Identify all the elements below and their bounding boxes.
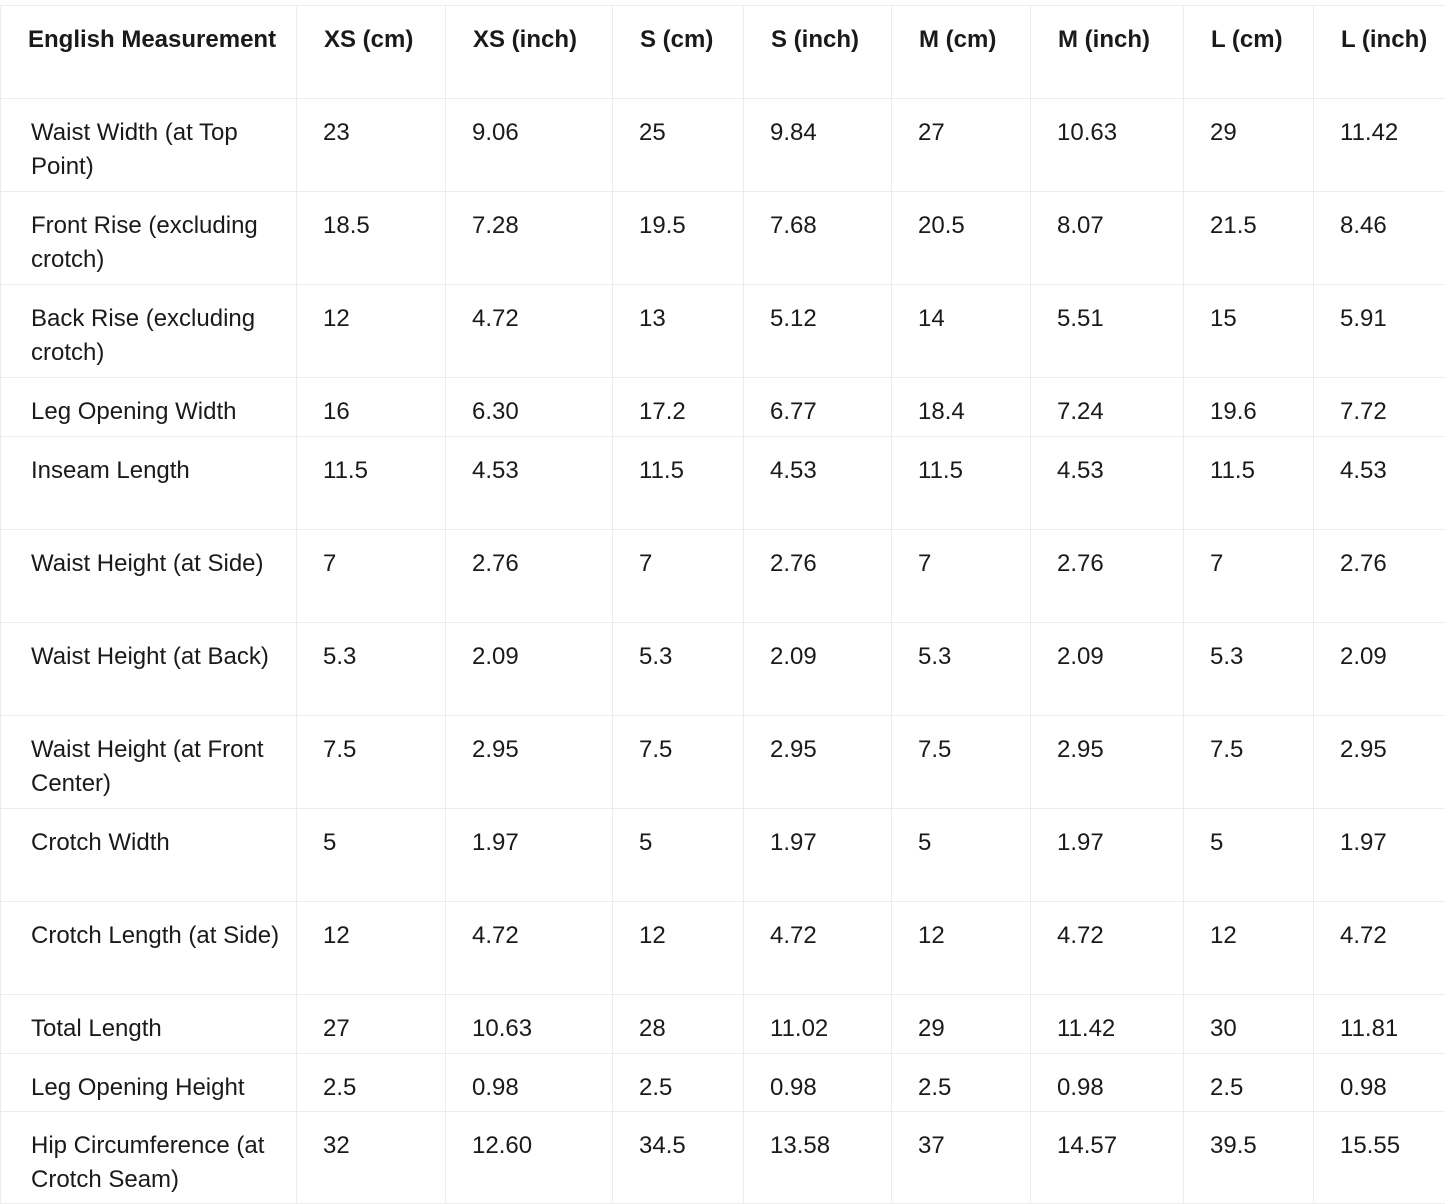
measurement-value: 2.95 [446, 716, 613, 809]
measurement-value: 5.12 [744, 285, 892, 378]
measurement-value: 12 [297, 285, 446, 378]
measurement-label: Waist Height (at Front Center) [1, 716, 297, 809]
measurement-value: 4.53 [1314, 437, 1445, 530]
measurement-value: 27 [297, 995, 446, 1054]
size-chart-table [0, 5, 1445, 1204]
header-cell: L (cm) [1184, 6, 1314, 99]
measurement-value: 2.09 [446, 623, 613, 716]
measurement-value: 5.3 [1184, 623, 1314, 716]
measurement-value: 13.58 [744, 1112, 892, 1204]
measurement-value: 5 [1184, 809, 1314, 902]
measurement-value: 7 [1184, 530, 1314, 623]
measurement-value: 7.5 [613, 716, 744, 809]
measurement-value: 0.98 [1314, 1054, 1445, 1112]
measurement-label: Leg Opening Height [1, 1054, 297, 1112]
table-row [1, 192, 1445, 285]
measurement-value: 25 [613, 99, 744, 192]
header-cell: M (cm) [892, 6, 1031, 99]
measurement-value: 2.76 [744, 530, 892, 623]
measurement-value: 4.72 [744, 902, 892, 995]
measurement-value: 9.84 [744, 99, 892, 192]
measurement-value: 2.5 [297, 1054, 446, 1112]
measurement-value: 23 [297, 99, 446, 192]
measurement-value: 14.57 [1031, 1112, 1184, 1204]
measurement-value: 7 [297, 530, 446, 623]
measurement-value: 7.68 [744, 192, 892, 285]
measurement-value: 2.09 [744, 623, 892, 716]
table-row [1, 623, 1445, 716]
measurement-value: 5.3 [297, 623, 446, 716]
measurement-value: 19.5 [613, 192, 744, 285]
measurement-value: 12 [892, 902, 1031, 995]
measurement-label: Hip Circumference (at Crotch Seam) [1, 1112, 297, 1204]
measurement-value: 1.97 [1031, 809, 1184, 902]
measurement-value: 1.97 [446, 809, 613, 902]
measurement-value: 7.5 [297, 716, 446, 809]
measurement-value: 1.97 [1314, 809, 1445, 902]
measurement-value: 7.5 [1184, 716, 1314, 809]
measurement-label: Inseam Length [1, 437, 297, 530]
measurement-value: 12 [297, 902, 446, 995]
measurement-label: Crotch Length (at Side) [1, 902, 297, 995]
measurement-value: 29 [1184, 99, 1314, 192]
measurement-value: 5.3 [613, 623, 744, 716]
table-row [1, 902, 1445, 995]
measurement-value: 19.6 [1184, 378, 1314, 437]
measurement-value: 5.91 [1314, 285, 1445, 378]
measurement-value: 2.5 [613, 1054, 744, 1112]
measurement-value: 7.72 [1314, 378, 1445, 437]
size-chart-container [0, 5, 1445, 1204]
table-row [1, 1054, 1445, 1112]
measurement-value: 18.4 [892, 378, 1031, 437]
measurement-value: 4.72 [1031, 902, 1184, 995]
measurement-value: 2.95 [1031, 716, 1184, 809]
measurement-value: 11.81 [1314, 995, 1445, 1054]
measurement-value: 5.51 [1031, 285, 1184, 378]
measurement-value: 15 [1184, 285, 1314, 378]
measurement-value: 28 [613, 995, 744, 1054]
measurement-value: 6.30 [446, 378, 613, 437]
header-cell: English Measurement [1, 6, 297, 99]
measurement-value: 0.98 [744, 1054, 892, 1112]
measurement-value: 32 [297, 1112, 446, 1204]
measurement-value: 2.76 [446, 530, 613, 623]
measurement-label: Total Length [1, 995, 297, 1054]
header-cell: L (inch) [1314, 6, 1445, 99]
measurement-value: 0.98 [1031, 1054, 1184, 1112]
measurement-value: 7.5 [892, 716, 1031, 809]
measurement-value: 13 [613, 285, 744, 378]
table-row [1, 285, 1445, 378]
header-cell: M (inch) [1031, 6, 1184, 99]
measurement-value: 7 [613, 530, 744, 623]
measurement-value: 15.55 [1314, 1112, 1445, 1204]
table-row [1, 99, 1445, 192]
measurement-value: 30 [1184, 995, 1314, 1054]
table-row [1, 378, 1445, 437]
measurement-value: 2.09 [1314, 623, 1445, 716]
measurement-value: 39.5 [1184, 1112, 1314, 1204]
measurement-value: 11.5 [1184, 437, 1314, 530]
measurement-value: 4.53 [1031, 437, 1184, 530]
measurement-value: 1.97 [744, 809, 892, 902]
measurement-value: 20.5 [892, 192, 1031, 285]
measurement-value: 7.28 [446, 192, 613, 285]
measurement-value: 4.72 [446, 285, 613, 378]
measurement-value: 8.46 [1314, 192, 1445, 285]
measurement-value: 5 [892, 809, 1031, 902]
table-row [1, 437, 1445, 530]
measurement-value: 11.02 [744, 995, 892, 1054]
measurement-value: 27 [892, 99, 1031, 192]
measurement-value: 17.2 [613, 378, 744, 437]
measurement-label: Waist Height (at Back) [1, 623, 297, 716]
table-header-row [1, 6, 1445, 99]
measurement-value: 2.76 [1031, 530, 1184, 623]
header-cell: S (cm) [613, 6, 744, 99]
measurement-label: Front Rise (excluding crotch) [1, 192, 297, 285]
measurement-value: 2.95 [744, 716, 892, 809]
table-row [1, 716, 1445, 809]
measurement-value: 5.3 [892, 623, 1031, 716]
header-cell: XS (cm) [297, 6, 446, 99]
measurement-value: 11.5 [892, 437, 1031, 530]
measurement-label: Leg Opening Width [1, 378, 297, 437]
measurement-value: 18.5 [297, 192, 446, 285]
measurement-value: 4.72 [1314, 902, 1445, 995]
measurement-value: 21.5 [1184, 192, 1314, 285]
measurement-value: 5 [297, 809, 446, 902]
measurement-label: Back Rise (excluding crotch) [1, 285, 297, 378]
measurement-value: 11.42 [1031, 995, 1184, 1054]
table-row [1, 995, 1445, 1054]
measurement-label: Waist Width (at Top Point) [1, 99, 297, 192]
measurement-value: 34.5 [613, 1112, 744, 1204]
measurement-value: 10.63 [446, 995, 613, 1054]
measurement-label: Waist Height (at Side) [1, 530, 297, 623]
measurement-value: 7.24 [1031, 378, 1184, 437]
measurement-value: 2.95 [1314, 716, 1445, 809]
measurement-value: 12 [613, 902, 744, 995]
measurement-value: 2.5 [1184, 1054, 1314, 1112]
measurement-value: 16 [297, 378, 446, 437]
measurement-value: 2.5 [892, 1054, 1031, 1112]
measurement-value: 10.63 [1031, 99, 1184, 192]
table-row [1, 809, 1445, 902]
measurement-value: 4.72 [446, 902, 613, 995]
measurement-value: 11.5 [297, 437, 446, 530]
table-row [1, 530, 1445, 623]
measurement-value: 11.42 [1314, 99, 1445, 192]
measurement-value: 4.53 [446, 437, 613, 530]
measurement-value: 5 [613, 809, 744, 902]
measurement-value: 2.09 [1031, 623, 1184, 716]
measurement-value: 6.77 [744, 378, 892, 437]
measurement-value: 14 [892, 285, 1031, 378]
measurement-value: 12.60 [446, 1112, 613, 1204]
measurement-value: 12 [1184, 902, 1314, 995]
measurement-value: 0.98 [446, 1054, 613, 1112]
measurement-value: 2.76 [1314, 530, 1445, 623]
measurement-value: 9.06 [446, 99, 613, 192]
measurement-value: 37 [892, 1112, 1031, 1204]
measurement-value: 7 [892, 530, 1031, 623]
measurement-value: 8.07 [1031, 192, 1184, 285]
measurement-value: 4.53 [744, 437, 892, 530]
measurement-value: 11.5 [613, 437, 744, 530]
header-cell: S (inch) [744, 6, 892, 99]
table-row [1, 1112, 1445, 1204]
header-cell: XS (inch) [446, 6, 613, 99]
measurement-value: 29 [892, 995, 1031, 1054]
measurement-label: Crotch Width [1, 809, 297, 902]
